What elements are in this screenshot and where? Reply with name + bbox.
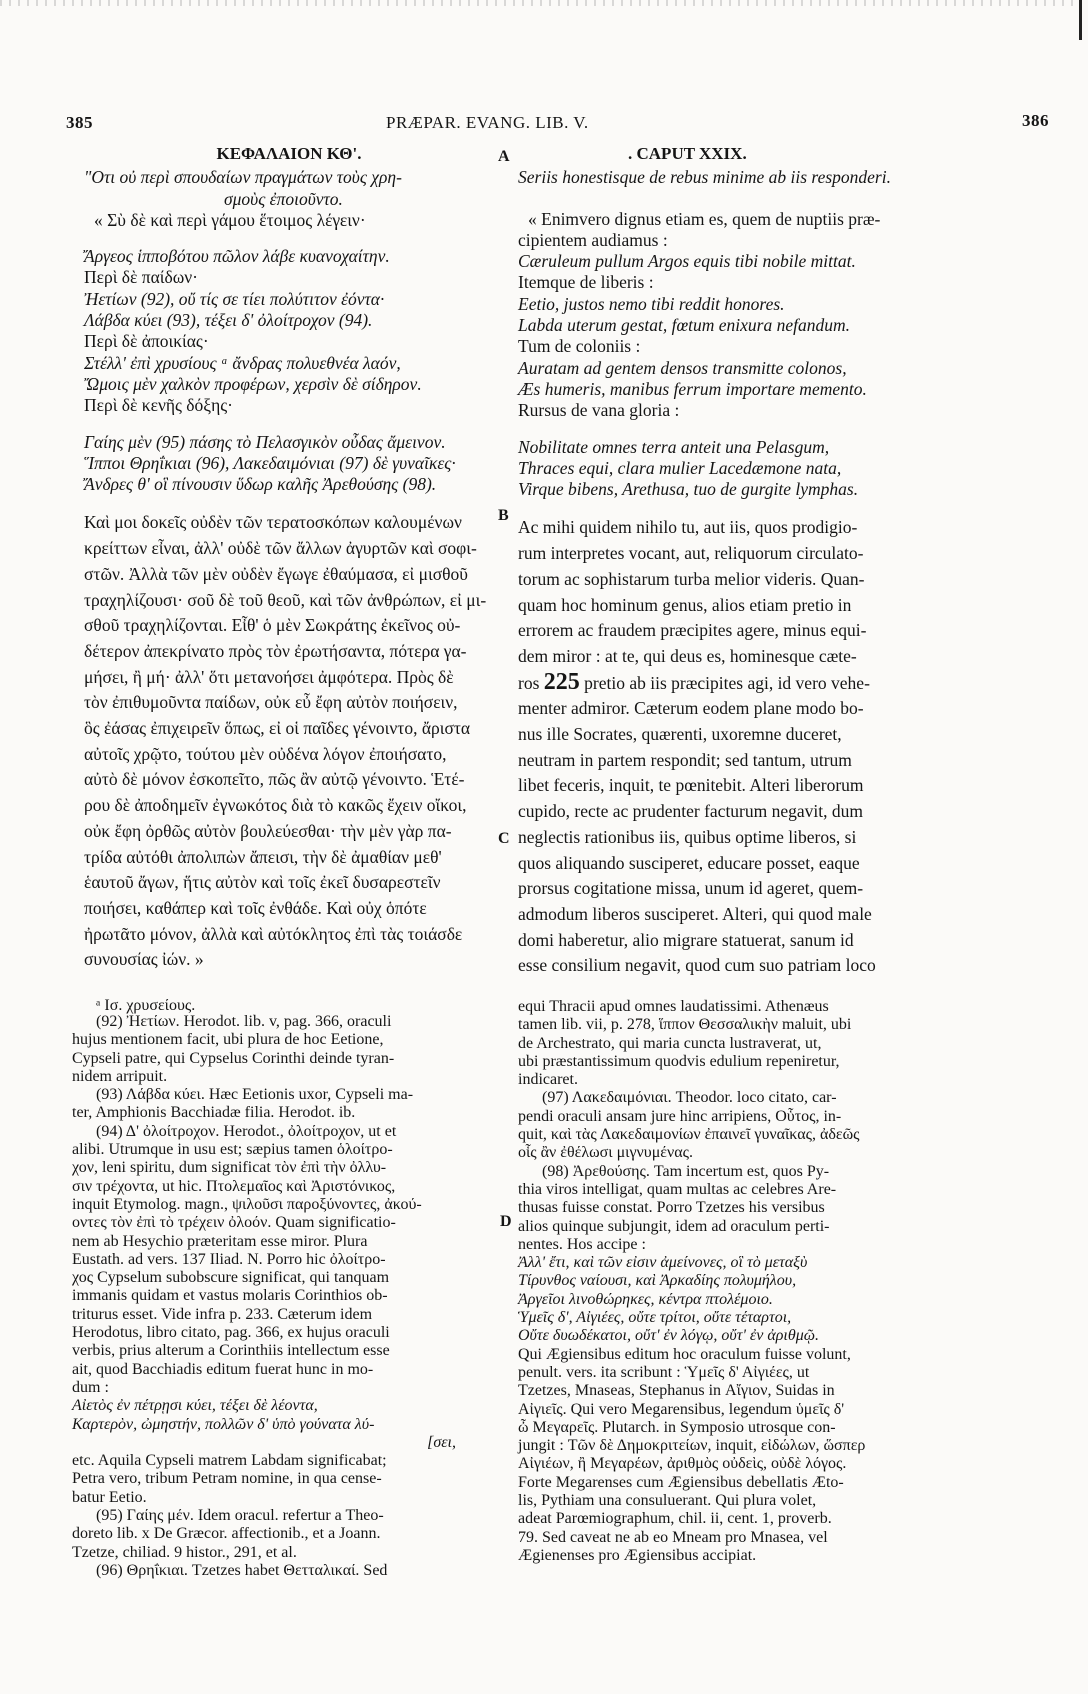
note-verse: Τίρυνθος ναίουσι, καὶ Ἀρκαδίης πολυμήλου, bbox=[518, 1272, 797, 1290]
scan-right-edge bbox=[1079, 0, 1082, 40]
note-line: nidem arripuit. bbox=[72, 1067, 168, 1085]
greek-column bbox=[84, 143, 494, 1016]
note-line: ὦ Μεγαρεῖς. Plutarch. in Symposio utrosque con- bbox=[518, 1418, 836, 1436]
latin-prose-line: rum interpretes vocant, aut, reliquorum circulato- bbox=[518, 543, 864, 564]
note-line: dum : bbox=[72, 1378, 109, 1396]
latin-line: « Enimvero dignus etiam es, quem de nuptiis præ- bbox=[528, 208, 881, 229]
note-verse: Αἰετὸς ἐν πέτρῃσι κύει, τέξει δὲ λέοντα, bbox=[72, 1397, 318, 1415]
greek-verse: Λάβδα κύει (93), τέξει δ' ὀλοίτροχον (94). bbox=[84, 310, 373, 331]
note-line: (92) Ἠετίων. Herodot. lib. v, pag. 366, oraculi bbox=[96, 1013, 392, 1030]
greek-prose-line: σθοῦ τραχηλίζονται. Εἶθ' ὁ μὲν Σωκράτης ἐκεῖνος οὐ- bbox=[84, 615, 461, 636]
note-line: Eustath. ad vers. 137 Iliad. N. Porro hic ὀλοίτρο- bbox=[72, 1250, 386, 1268]
latin-line: Rursus de vana gloria : bbox=[518, 400, 680, 421]
greek-line: Περὶ δὲ κενῆς δόξης· bbox=[84, 395, 234, 416]
latin-prose-fragment: ros bbox=[518, 672, 540, 693]
greek-prose-line: ἑαυτοῦ ἄγων, ἥτις αὐτὸν καὶ τοῖς ἐκεῖ δυσαρεστεῖν bbox=[84, 872, 441, 893]
note-line: triturus esset. Vide infra p. 233. Cæterum idem bbox=[72, 1305, 373, 1323]
note-line: Qui Ægiensibus editum hoc oraculum fuisse volunt, bbox=[518, 1345, 851, 1363]
note-line: alios quinque subjungit, idem ad oraculum perti- bbox=[518, 1217, 830, 1235]
latin-verse: Nobilitate omnes terra anteit una Pelasgum, bbox=[518, 436, 830, 457]
greek-prose-line: τραχηλίζουσι· σοῦ δὲ τοῦ θεοῦ, καὶ τῶν ἀνθρώπων, εἰ μι- bbox=[84, 589, 487, 610]
latin-prose-line: cupido, recte ac prudenter facturum negavit, dum bbox=[518, 801, 863, 822]
note-line: ubi præstantissimum quodvis edulium repeniretur, bbox=[518, 1052, 840, 1070]
latin-prose-line: menter admiror. Cæterum eodem plane modo bo- bbox=[518, 698, 864, 719]
greek-chapter-title: ΚΕΦΑΛΑΙΟΝ ΚΘ'. bbox=[216, 144, 362, 163]
margin-letter-d: D bbox=[500, 1213, 512, 1230]
latin-prose-line: domi haberetur, alio migrare statuerat, sanum id bbox=[518, 929, 854, 950]
note-line: Ægienenses pro Ægiensibus accipiat. bbox=[518, 1546, 757, 1564]
latin-verse: Æs humeris, manibus ferrum importare memento. bbox=[518, 378, 867, 399]
note-line: 79. Sed caveat ne ab eo Mneam pro Mnasea, vel bbox=[518, 1528, 828, 1546]
greek-verse: Στέλλ' ἐπὶ χρυσίους ᵃ ἄνδρας πολυεθνέα λαόν, bbox=[84, 352, 401, 373]
latin-prose-fragment: pretio ab iis præcipites agi, id vero vehe- bbox=[584, 672, 870, 693]
note-verse: Ὑμεῖς δ', Αἰγιέες, οὔτε τρίτοι, οὔτε τέταρτοι, bbox=[518, 1309, 792, 1327]
greek-verse: Ὤμοις μὲν χαλκὸν προφέρων, χερσὶν δὲ σίδηρον. bbox=[84, 373, 422, 394]
greek-prose-line: ποιήσει, καθάπερ καὶ τοῖς ἐνθάδε. Καὶ οὐχ ὁπότε bbox=[84, 898, 427, 918]
greek-verse: Γαίης μὲν (95) πάσης τὸ Πελασγικὸν οὖδας ἄμεινον. bbox=[84, 431, 446, 452]
note-line: verbis, prius alterum a Corinthiis intellectum esse bbox=[72, 1342, 390, 1360]
scan-top-edge bbox=[0, 0, 1088, 6]
latin-verse: Eetio, justos nemo tibi reddit honores. bbox=[518, 293, 785, 314]
running-title: PRÆPAR. EVANG. LIB. V. bbox=[386, 113, 589, 132]
latin-prose-line: neutram in partem respondit; sed tantum, utrum bbox=[518, 749, 852, 770]
note-line: (98) Ἀρεθούσης. Tam incertum est, quos Py- bbox=[542, 1162, 830, 1180]
latin-verse: Auratam ad gentem densos transmitte colonos, bbox=[518, 357, 847, 378]
note-line: thia viros intelligat, quam multas ac celebres Are- bbox=[518, 1180, 837, 1198]
note-line: χον, leni spiritu, dum significat τὸν ἐπὶ τὴν ὀλλυ- bbox=[72, 1159, 387, 1177]
latin-line: Itemque de liberis : bbox=[518, 272, 654, 293]
latin-chapter-title: . CAPUT XXIX. bbox=[628, 144, 747, 163]
greek-footnote-a: ᵃ Ισ. χρυσείους. bbox=[96, 997, 196, 1015]
note-line: nem ab Hesychio præteritam esse miror. Plura bbox=[72, 1232, 368, 1250]
greek-prose-line: αὐτοῖς χρῷτο, τούτου μὲν οὐδένα λόγον ἐποιήσατο, bbox=[84, 743, 447, 764]
note-line: batur Eetio. bbox=[72, 1488, 147, 1506]
latin-column bbox=[518, 143, 938, 979]
latin-verse: Virque bibens, Arethusa, tuo de gurgite lymphas. bbox=[518, 479, 859, 500]
latin-prose-line: errorem ac fraudem præcipites agere, minus equi- bbox=[518, 620, 867, 641]
latin-prose-line: dem miror : at te, qui deus es, hominesque cæte- bbox=[518, 645, 857, 666]
note-verse: Ἀργεῖοι λινοθώρηκες, κέντρα πτολέμοιο. bbox=[518, 1290, 773, 1308]
note-line: χος Cypselum subobscure significat, qui tanquam bbox=[72, 1269, 390, 1287]
note-line: pendi oraculi ansam jure hinc arripiens, Οὗτος, in- bbox=[518, 1107, 842, 1125]
greek-prose-line: τὸν ἐπιθυμοῦντα παίδων, οὐκ εὖ ἔφη αὐτὸν ποιήσειν, bbox=[84, 692, 458, 713]
latin-prose-line: quos aliquando susciperet, educare posset, eaque bbox=[518, 852, 860, 873]
greek-subtitle-line: σμοὺς ἐποιοῦντο. bbox=[224, 188, 343, 209]
greek-prose-line: Καὶ μοι δοκεῖς οὐδὲν τῶν τερατοσκόπων καλουμένων bbox=[84, 512, 462, 533]
latin-prose-line: nus ille Socrates, quærenti, uxoremne duceret, bbox=[518, 724, 842, 745]
note-line: Herodotus, libro citato, pag. 366, ex hujus oraculi bbox=[72, 1324, 390, 1342]
note-line: ter, Amphionis Bacchiadæ filia. Herodot. ib. bbox=[72, 1104, 356, 1122]
greek-prose-line: συνουσίας ἰών. » bbox=[84, 949, 204, 970]
greek-prose-line: δέτερον ἀπεκρίνατο πρὸς τὸν ἐρωτήσαντα, πότερα γα- bbox=[84, 640, 467, 661]
latin-prose-line: quam hoc hominum genus, alios etiam pretio in bbox=[518, 594, 852, 615]
note-line: (93) Λάβδα κύει. Hæc Eetionis uxor, Cypseli ma- bbox=[96, 1086, 414, 1104]
note-line: Forte Megarenses cum Ægiensibus debellatis Æto- bbox=[518, 1473, 844, 1491]
note-line: indicaret. bbox=[518, 1071, 578, 1089]
margin-letter-b: B bbox=[498, 507, 509, 524]
note-line: Tzetzes, Mnaseas, Stephanus in Αἴγιον, Suidas in bbox=[518, 1382, 835, 1400]
note-line: (96) Θρηΐκιαι. Tzetzes habet Θετταλικαί. Sed bbox=[96, 1561, 388, 1579]
note-line: doreto lib. x De Græcor. affectionib., et a Joann. bbox=[72, 1525, 381, 1543]
note-line: (95) Γαίης μέν. Idem oracul. refertur a Theo- bbox=[96, 1507, 384, 1525]
note-line: (97) Λακεδαιμόνιαι. Theodor. loco citato, car- bbox=[542, 1089, 837, 1107]
greek-prose-line: οὐκ ἔφη ὀρθῶς αὐτὸν βουλεύεσθαι· τὴν μὲν γὰρ πα- bbox=[84, 820, 452, 841]
note-line: οντες τὸν ἐπὶ τὸ τρέχειν ὀλοόν. Quam significatio- bbox=[72, 1214, 396, 1232]
note-line: penult. vers. ita scribunt : Ὑμεῖς δ' Αἰγιέες, ut bbox=[518, 1363, 810, 1381]
note-verse: Οὔτε δυωδέκατοι, οὔτ' ἐν λόγῳ, οὔτ' ἐν ἀριθμῷ. bbox=[518, 1327, 820, 1345]
note-line: de Archestrato, qui maria cuncta lustraverat, ut, bbox=[518, 1034, 822, 1052]
greek-prose-line: μήσει, ἢ μή· ἀλλ' ὅτι μετανοήσει ἀμφότερα. Πρὸς δὲ bbox=[84, 666, 454, 687]
note-line: tamen lib. vii, p. 278, ἵππον Θεσσαλικὴν maluit, ubi bbox=[518, 1016, 852, 1034]
note-line: immanis quidam et vastus molaris Corinthios ob- bbox=[72, 1287, 388, 1305]
note-line: Αἰγιέων, ἢ Μεγαρέων, ἀριθμὸς οὐδεὶς, οὐδὲ λόγος. bbox=[518, 1455, 847, 1473]
margin-letter-c: C bbox=[498, 830, 510, 847]
latin-prose-line: neglectis rationibus iis, quibus optime liberos, si bbox=[518, 826, 857, 847]
note-line: adeat Parœmiographum, chil. ii, cent. 1, proverb. bbox=[518, 1510, 832, 1528]
latin-line: cipientem audiamus : bbox=[518, 229, 668, 250]
page-number-left: 385 bbox=[66, 113, 93, 132]
greek-prose-line: ἠρωτᾶτο μόνον, ἀλλὰ καὶ αὐτόκλητος ἐπὶ τὰς τοιάσδε bbox=[84, 923, 463, 944]
note-line: Αἰγιεῖς. Qui vero Megarensibus, legendum ὑμεῖς δ' bbox=[518, 1400, 845, 1418]
greek-verse: Ἄργεος ἱπποβότου πῶλον λάβε κυανοχαίτην. bbox=[84, 246, 390, 267]
note-line: jungit : Τῶν δὲ Δημοκριτείων, inquit, εἰδώλων, ὥσπερ bbox=[518, 1437, 866, 1455]
greek-verse: Ἄνδρες θ' οἳ πίνουσιν ὕδωρ καλῆς Ἀρεθούσης (98). bbox=[84, 474, 437, 495]
note-line: (94) Δ' ὀλοίτροχον. Herodot., ὀλοίτροχον, ut et bbox=[96, 1122, 397, 1140]
note-line: οἷς ἂν ἐθέλωσι μιγνυμένας. bbox=[518, 1144, 693, 1162]
note-line: lis, Pythiam una consuluerant. Qui plura volet, bbox=[518, 1492, 817, 1510]
note-verse: Καρτερὸν, ὠμηστήν, πολλῶν δ' ὑπὸ γούνατα λύ- bbox=[72, 1415, 375, 1433]
note-verse: Ἀλλ' ἔτι, καὶ τῶν εἰσιν ἀμείνονες, οἳ τὸ μεταξὺ bbox=[518, 1254, 808, 1272]
greek-verse: Ἠετίων (92), οὔ τίς σε τίει πολύτιτον ἐόντα· bbox=[84, 288, 385, 309]
latin-prose-line: Ac mihi quidem nihilo tu, aut iis, quos prodigio- bbox=[518, 517, 858, 538]
note-line: Cypseli patre, qui Cypselus Corinthi deinde tyran- bbox=[72, 1049, 395, 1067]
latin-prose-line bbox=[518, 670, 938, 697]
latin-verse: Thraces equi, clara mulier Lacedæmone nata, bbox=[518, 457, 842, 478]
note-line: hujus mentionem facit, ubi plura de hoc Eetione, bbox=[72, 1031, 384, 1049]
margin-letter-a: A bbox=[498, 148, 510, 165]
page-number-right: 386 bbox=[1022, 111, 1049, 130]
note-verse: [σει, bbox=[427, 1433, 456, 1451]
greek-line: « Σὺ δὲ καὶ περὶ γάμου ἕτοιμος λέγειν· bbox=[94, 209, 366, 230]
latin-line: Tum de coloniis : bbox=[518, 336, 641, 357]
latin-prose-line: esse consilium negavit, quod cum suo patriam loco bbox=[518, 955, 876, 976]
section-number-225: 225 bbox=[543, 668, 580, 695]
greek-prose-line: ρου δὲ ἀποδημεῖν ἐγνωκότος διὰ τὸ κακῶς ἔχειν οἴκοι, bbox=[84, 795, 467, 816]
greek-line: Περὶ δὲ ἀποικίας· bbox=[84, 331, 209, 352]
note-line: σιν τρέχοντα, ut hic. Πτολεμαῖος καὶ Ἀριστόνικος, bbox=[72, 1177, 396, 1195]
note-line: alibi. Utrumque in usu est; sæpius tamen ὁλοίτρο- bbox=[72, 1141, 393, 1159]
latin-verse: Cæruleum pullum Argos equis tibi nobile mittat. bbox=[518, 251, 856, 272]
note-line: ait, quod Bacchiadis editum fuerat hunc in mo- bbox=[72, 1360, 374, 1378]
note-line: thusas fuisse constat. Porro Tzetzes his versibus bbox=[518, 1199, 825, 1217]
greek-line: Περὶ δὲ παίδων· bbox=[84, 267, 198, 288]
greek-prose-line: αὐτὸ δὲ μόνον ἐσκοπεῖτο, πῶς ἂν αὐτῷ γένοιντο. Ἑτέ- bbox=[84, 769, 465, 790]
latin-prose-line: admodum liberos susciperet. Alteri, qui quod male bbox=[518, 904, 872, 924]
latin-verse: Labda uterum gestat, fœtum enixura nefandum. bbox=[518, 315, 850, 336]
notes-left bbox=[72, 1013, 496, 1580]
greek-prose-line: ὃς ἐάσας ἐπιχειρεῖν ὅπως, εἰ οἱ παῖδες γένοιντο, ἄριστα bbox=[84, 718, 471, 739]
greek-subtitle-line: "Οτι οὐ περὶ σπουδαίων πραγμάτων τοὺς χρη- bbox=[84, 167, 402, 188]
note-line: nentes. Hos accipe : bbox=[518, 1235, 646, 1253]
notes-right bbox=[518, 998, 938, 1565]
latin-subtitle: Seriis honestisque de rebus minime ab iis responderi. bbox=[518, 167, 891, 188]
note-line: equi Thracii apud omnes laudatissimi. Athenæus bbox=[518, 998, 829, 1015]
note-line: Petra vero, tribum Petram nomine, in qua cense- bbox=[72, 1470, 382, 1488]
latin-prose-line: torum ac sophistarum turba melior videris. Quan- bbox=[518, 568, 865, 589]
note-line: inquit Etymolog. magn., ψιλοῦσι παροξύνοντες, ἀκού- bbox=[72, 1195, 422, 1213]
greek-prose-line: κρείττων εἶναι, ἀλλ' οὐδὲ τῶν ἄλλων ἀγυρτῶν καὶ σοφι- bbox=[84, 538, 477, 559]
greek-verse: Ἵπποι Θρηΐκιαι (96), Λακεδαιμόνιαι (97) δὲ γυναῖκες· bbox=[84, 452, 456, 473]
latin-prose-line: libet feceris, inquit, te pœnitebit. Alteri liberorum bbox=[518, 775, 864, 796]
greek-prose-line: στῶν. Ἀλλὰ τῶν μὲν οὐδὲν ἔγωγε ἐθαύμασα, εἰ μισθοῦ bbox=[84, 563, 468, 584]
note-line: Tzetze, chiliad. 9 histor., 291, et al. bbox=[72, 1543, 297, 1561]
latin-prose-line: prorsus cogitatione missa, unum id ageret, quem- bbox=[518, 878, 864, 899]
note-line: quit, καὶ τὰς Λακεδαιμονίων ἐπαινεῖ γυναῖκας, ἀδεῶς bbox=[518, 1126, 860, 1144]
note-line: etc. Aquila Cypseli matrem Labdam significabat; bbox=[72, 1452, 387, 1470]
greek-prose-line: τρίδα αὐτόθι ἀπολιπὼν ἄπεισι, τὴν δὲ ἀμαθίαν μεθ' bbox=[84, 846, 442, 867]
